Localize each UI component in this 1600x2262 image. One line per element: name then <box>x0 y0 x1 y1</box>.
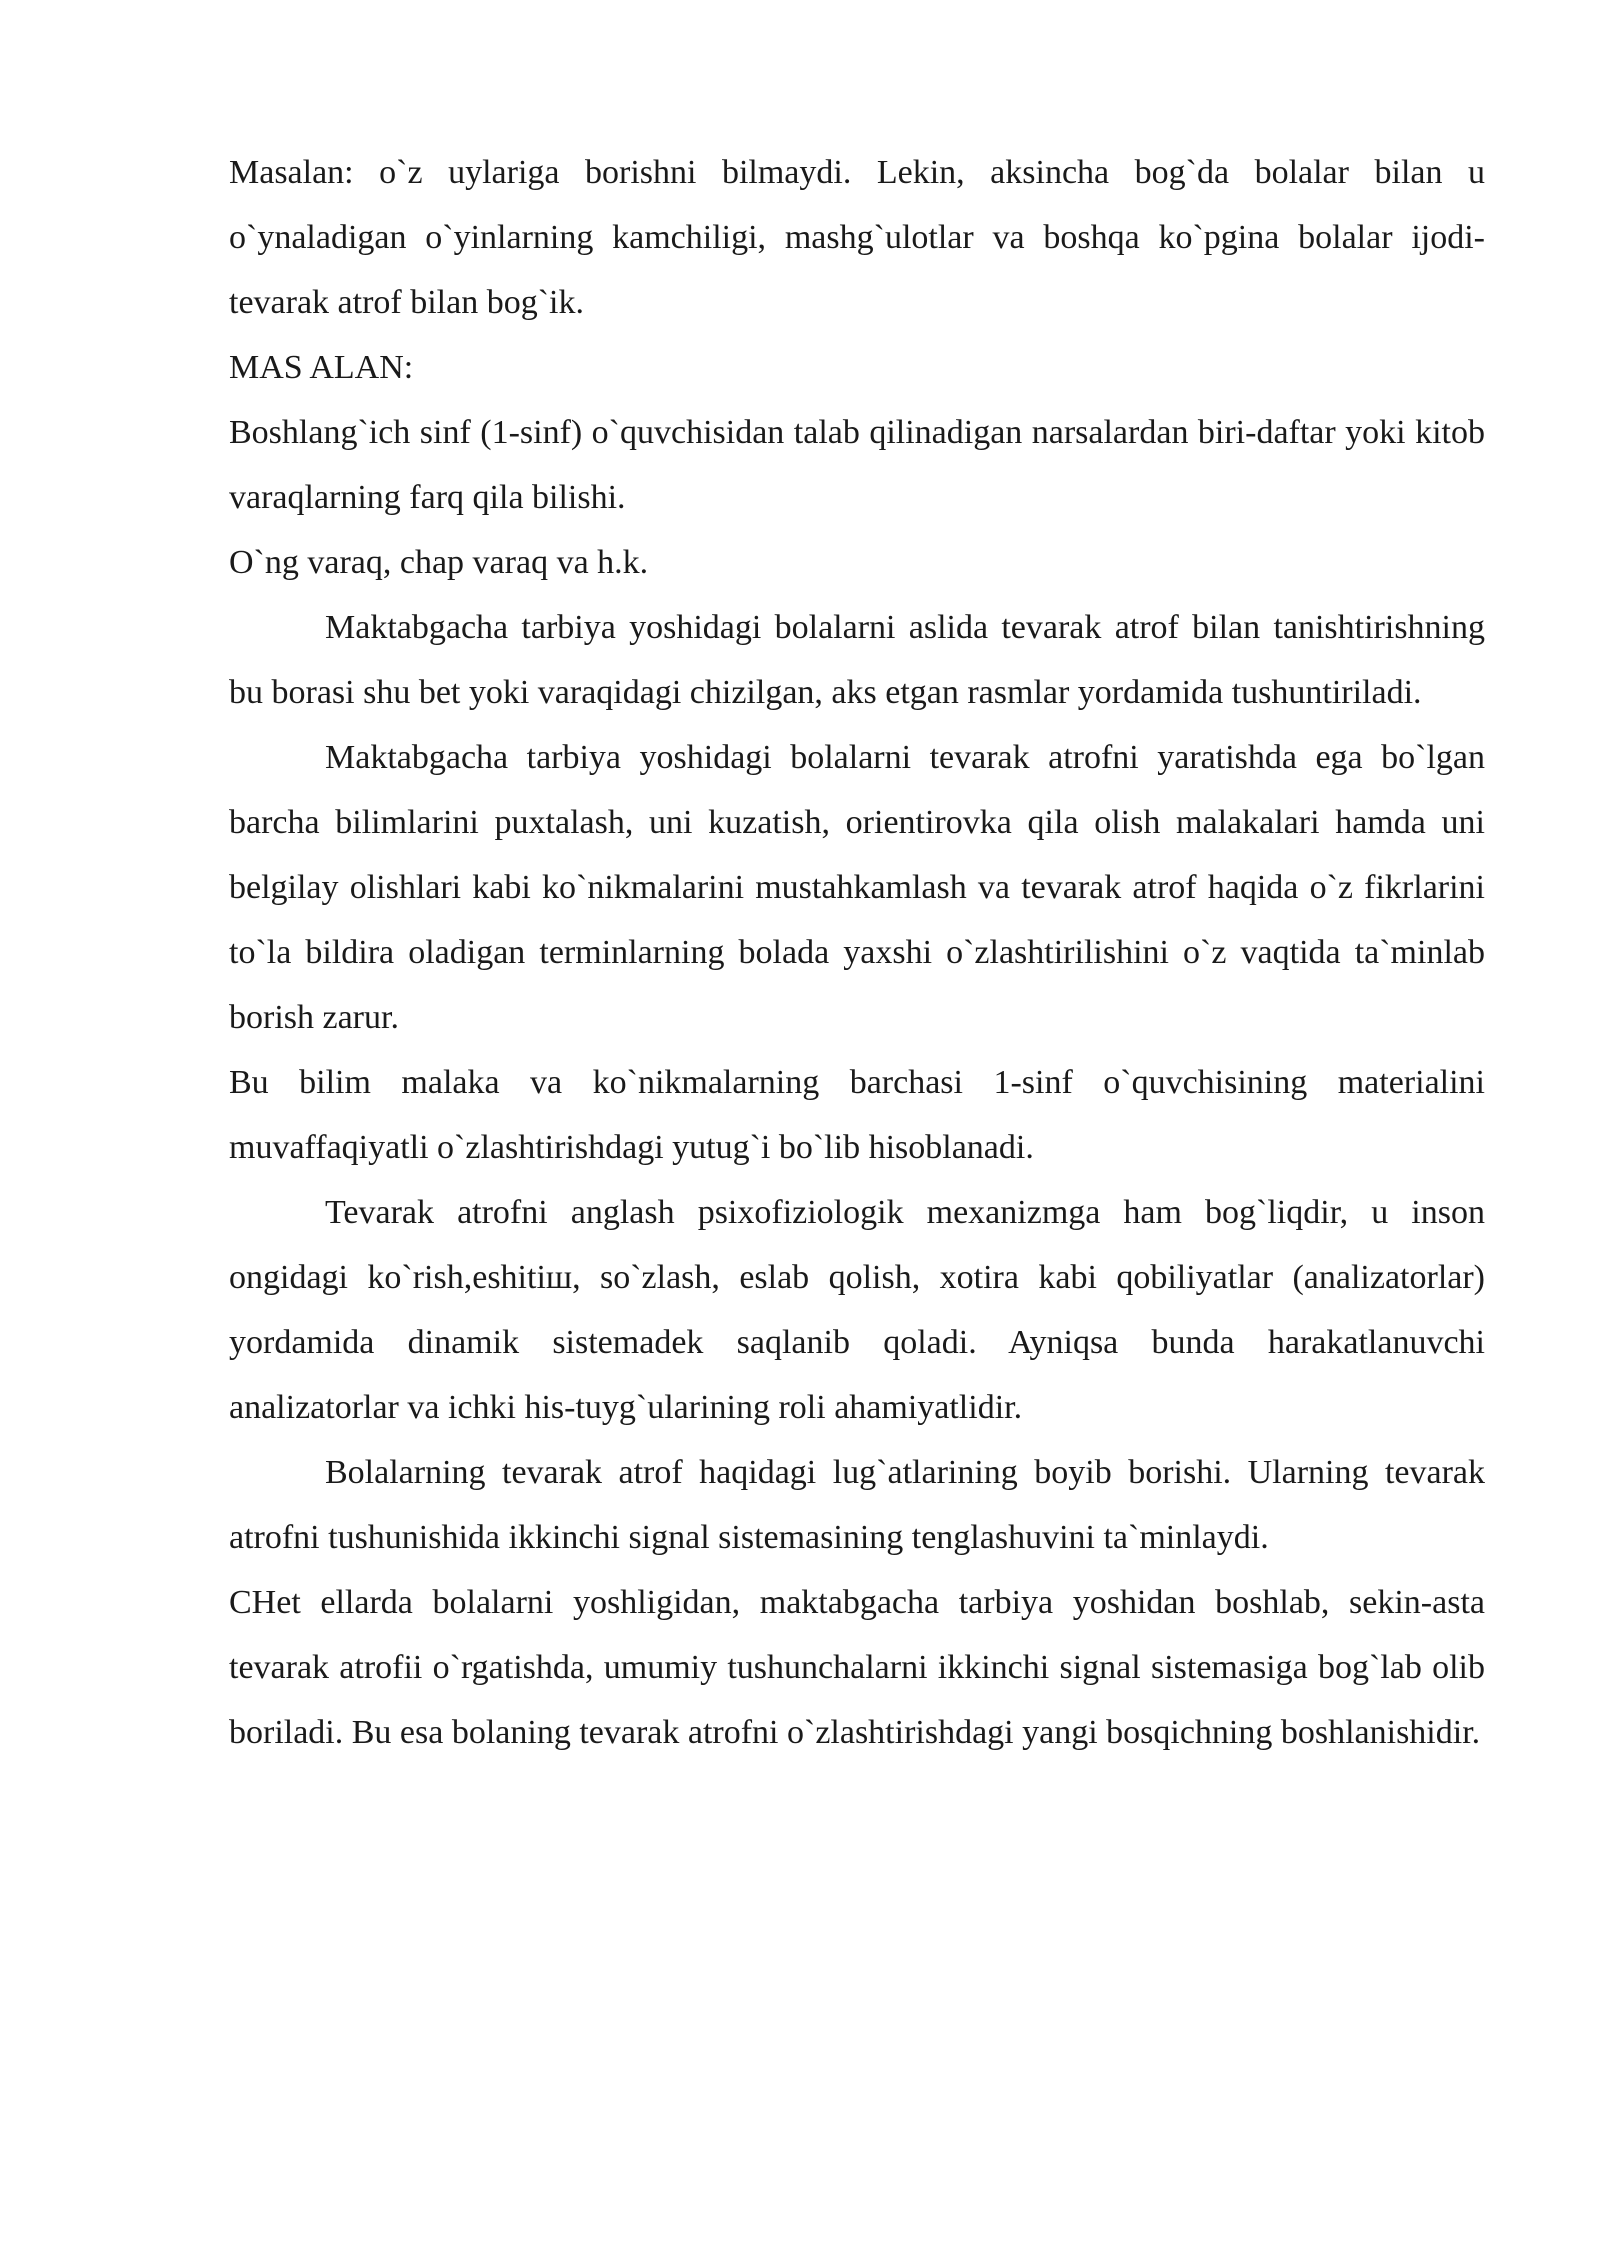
paragraph-mas-alan-heading: MAS ALAN: <box>229 349 414 386</box>
paragraph-tevarak-atrofni: Tevarak atrofni anglash psixofiziologik mexanizmga ham bog`liqdir, u inson ongidagi ko`rish,eshitiш, so`zlash, eslab qolish, xotira kabi qobiliyatlar (analizatorlar) yordamida dinamik sistemadek saqlanib qoladi. Ayniqsa bunda harakatlanuvchi analizatorlar va ichki his-tuyg`ularining roli ahamiyatlidir. <box>229 1194 1485 1426</box>
document-body <box>229 140 1485 1765</box>
paragraph-boshlangich: Boshlang`ich sinf (1-sinf) o`quvchisidan talab qilinadigan narsalardan biri-daftar yoki kitob varaqlarning farq qila bilishi. <box>229 414 1485 516</box>
paragraph-ong-varaq: O`ng varaq, chap varaq va h.k. <box>229 544 649 581</box>
paragraph-maktabgacha-1: Maktabgacha tarbiya yoshidagi bolalarni aslida tevarak atrof bilan tanishtirishning bu borasi shu bet yoki varaqidagi chizilgan, aks etgan rasmlar yordamida tushuntiriladi. <box>229 609 1485 711</box>
paragraph-bu-bilim: Bu bilim malaka va ko`nikmalarning barchasi 1-sinf o`quvchisining materialini muvaffaqiyatli o`zlashtirishdagi yutug`i bo`lib hisoblanadi. <box>229 1064 1485 1166</box>
paragraph-bolalarning: Bolalarning tevarak atrof haqidagi lug`atlarining boyib borishi. Ularning tevarak atrofni tushunishida ikkinchi signal sistemasining tenglashuvini ta`minlaydi. <box>229 1454 1485 1556</box>
paragraph-maktabgacha-2: Maktabgacha tarbiya yoshidagi bolalarni tevarak atrofni yaratishda ega bo`lgan barcha bilimlarini puxtalash, uni kuzatish, orientirovka qila olish malakalari hamda uni belgilay olishlari kabi ko`nikmalarini mustahkamlash va tevarak atrof haqida o`z fikrlarini to`la bildira oladigan terminlarning bolada yaxshi o`zlashtirilishini o`z vaqtida ta`minlab borish zarur. <box>229 739 1485 1036</box>
paragraph-chet-ellarda: CHet ellarda bolalarni yoshligidan, maktabgacha tarbiya yoshidan boshlab, sekin-asta tevarak atrofii o`rgatishda, umumiy tushunchalarni ikkinchi signal sistemasiga bog`lab olib boriladi. Bu esa bolaning tevarak atrofni o`zlashtirishdagi yangi bosqichning boshlanishidir. <box>229 1584 1485 1751</box>
paragraph-masalan: Masalan: o`z uylariga borishni bilmaydi. Lekin, aksincha bog`da bolalar bilan u o`ynaladigan o`yinlarning kamchiligi, mashg`ulotlar va boshqa ko`pgina bolalar ijodi- tevarak atrof bilan bog`ik. <box>229 154 1485 321</box>
